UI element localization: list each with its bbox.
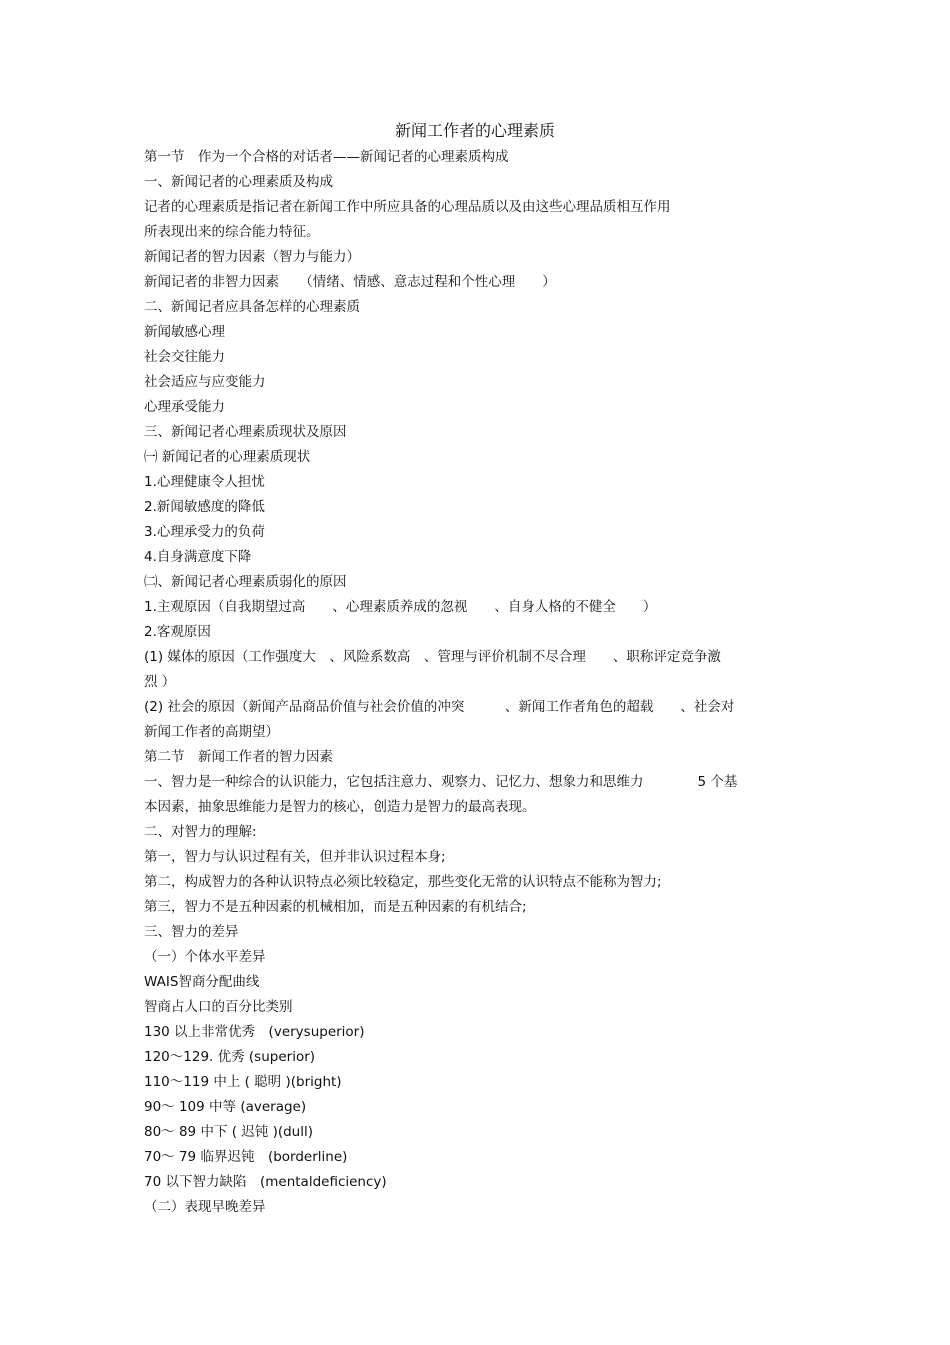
- text-line: 二、对智力的理解:: [144, 824, 257, 840]
- document-body: [144, 145, 809, 1220]
- text-line: 4.自身满意度下降: [144, 549, 252, 565]
- text-line: 130 以上非常优秀 (verysuperior): [144, 1024, 365, 1040]
- text-line: 一、新闻记者的心理素质及构成: [144, 174, 333, 190]
- text-line: 1.主观原因（自我期望过高 、心理素质养成的忽视 、自身人格的不健全 ）: [144, 599, 657, 615]
- text-line: 1.心理健康令人担忧: [144, 474, 265, 490]
- text-line: 70～ 79 临界迟钝 (borderline): [144, 1149, 348, 1165]
- text-line: 二、新闻记者应具备怎样的心理素质: [144, 299, 360, 315]
- text-line: 70 以下智力缺陷 (mentaldeficiency): [144, 1174, 387, 1190]
- text-line: 120～129. 优秀 (superior): [144, 1049, 316, 1065]
- text-line: 社会交往能力: [144, 349, 225, 365]
- text-line: 新闻记者的非智力因素 （情绪、情感、意志过程和个性心理 ）: [144, 274, 556, 290]
- text-line: 本因素，抽象思维能力是智力的核心，创造力是智力的最高表现。: [144, 799, 536, 815]
- text-line: 第一节 作为一个合格的对话者——新闻记者的心理素质构成: [144, 149, 509, 165]
- text-line: 三、新闻记者心理素质现状及原因: [144, 424, 347, 440]
- text-line: (2) 社会的原因（新闻产品商品价值与社会价值的冲突 、新闻工作者角色的超载 、社会对: [144, 699, 735, 715]
- text-line: 80～ 89 中下 ( 迟钝 )(dull): [144, 1124, 314, 1140]
- text-line: WAIS智商分配曲线: [144, 974, 260, 990]
- document-title: 新闻工作者的心理素质: [394, 121, 555, 140]
- text-line: 第三，智力不是五种因素的机械相加，而是五种因素的有机结合;: [144, 899, 527, 915]
- text-line: 烈 ）: [144, 674, 176, 690]
- text-line: 新闻敏感心理: [144, 324, 225, 340]
- text-line: 心理承受能力: [144, 399, 225, 415]
- text-line: 新闻记者的智力因素（智力与能力）: [144, 249, 360, 265]
- text-line: 2.新闻敏感度的降低: [144, 499, 265, 515]
- text-line: ㈠ 新闻记者的心理素质现状: [144, 449, 311, 465]
- text-line: ㈡、新闻记者心理素质弱化的原因: [144, 574, 347, 590]
- text-line: 110～119 中上 ( 聪明 )(bright): [144, 1074, 342, 1090]
- text-line: 新闻工作者的高期望）: [144, 724, 279, 740]
- text-line: 一、智力是一种综合的认识能力，它包括注意力、观察力、记忆力、想象力和思维力 5 个基: [144, 774, 738, 790]
- text-line: 记者的心理素质是指记者在新闻工作中所应具备的心理品质以及由这些心理品质相互作用: [144, 199, 671, 215]
- text-line: 社会适应与应变能力: [144, 374, 266, 390]
- text-line: （二）表现早晚差异: [144, 1199, 266, 1215]
- text-line: 三、智力的差异: [144, 924, 239, 940]
- text-line: 2.客观原因: [144, 624, 211, 640]
- text-line: 3.心理承受力的负荷: [144, 524, 265, 540]
- text-line: 所表现出来的综合能力特征。: [144, 224, 320, 240]
- text-line: 90～ 109 中等 (average): [144, 1099, 307, 1115]
- text-line: (1) 媒体的原因（工作强度大 、风险系数高 、管理与评价机制不尽合理 、职称评定竞争激: [144, 649, 721, 665]
- text-line: 智商占人口的百分比类别: [144, 999, 293, 1015]
- text-line: 第一，智力与认识过程有关，但并非认识过程本身;: [144, 849, 446, 865]
- text-line: 第二节 新闻工作者的智力因素: [144, 749, 333, 765]
- text-line: （一）个体水平差异: [144, 949, 266, 965]
- text-line: 第二，构成智力的各种认识特点必须比较稳定，那些变化无常的认识特点不能称为智力;: [144, 874, 662, 890]
